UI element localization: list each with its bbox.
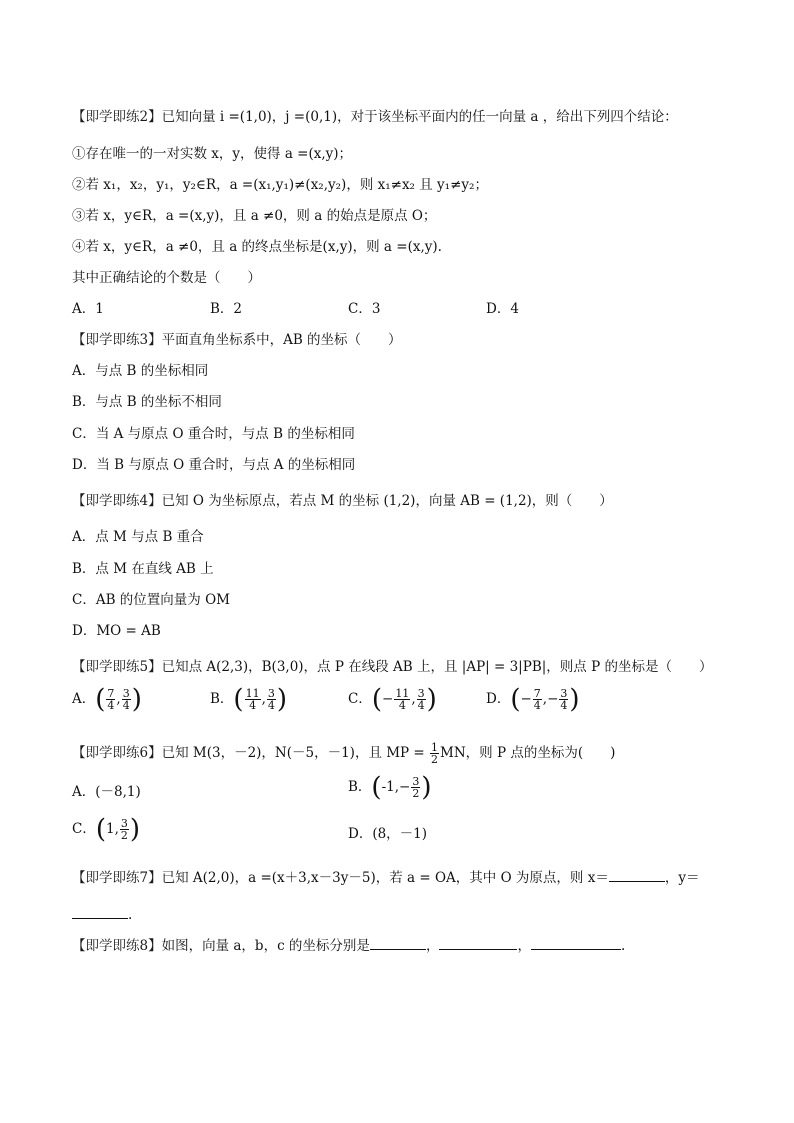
problem-8-end: . (620, 938, 626, 954)
vector-a-answer-blank[interactable] (370, 935, 426, 950)
problem-3-option-a[interactable]: A．与点 B 的坐标相同 (72, 363, 209, 379)
problem-6-stem-a: 已知 M(3，－2)，N(－5，－1)，且 MP = (161, 745, 430, 761)
problem-5-stem (72, 658, 712, 676)
problem-4-option-d[interactable]: D．MO = AB (72, 623, 161, 639)
vector-c-answer-blank[interactable] (531, 935, 621, 950)
separator: ， (517, 938, 531, 954)
problem-2-statement-3: ③若 x，y∈R，a =(x,y)，且 a ≠0，则 a 的始点是原点 O； (72, 208, 437, 224)
problem-2-option-d[interactable]: D．4 (486, 301, 519, 317)
problem-2-stem-text: 已知向量 i =(1,0)，j =(0,1)，对于该坐标平面内的任一向量 a ，给出下列四个结论： (161, 109, 678, 125)
x-answer-blank[interactable] (609, 867, 665, 882)
problem-5-option-a[interactable]: A．( $\frac{7}{4}$ , $\frac{3}{4}$ ) (72, 684, 142, 715)
problem-4-stem (72, 492, 613, 510)
vector-b-answer-blank[interactable] (439, 935, 517, 950)
problem-5-tag: 【即学即练5】 (72, 659, 162, 675)
problem-5-option-c[interactable]: C．(− $\frac{11}{4}$ , $\frac{3}{4}$ ) (348, 684, 437, 715)
option-label: C． (348, 691, 372, 707)
option-label: B． (210, 691, 234, 707)
problem-5-option-b[interactable]: B．( $\frac{11}{4}$ , $\frac{3}{4}$ ) (210, 684, 288, 715)
problem-3-stem-text: 平面直角坐标系中，AB 的坐标（ ） (161, 332, 402, 348)
problem-6-stem-b: MN，则 P 点的坐标为( ) (440, 745, 616, 761)
problem-6-option-d[interactable]: D．(8，－1) (348, 826, 428, 842)
problem-2-option-a[interactable]: A．1 (72, 301, 104, 317)
problem-4-option-c[interactable]: C．AB 的位置向量为 OM (72, 592, 230, 608)
separator: ， (425, 938, 440, 954)
option-label: B． (348, 779, 372, 795)
problem-6-tag: 【即学即练6】 (72, 745, 162, 761)
problem-2-statement-2: ②若 x₁，x₂，y₁，y₂∈R，a =(x₁,y₁)≠(x₂,y₂)，则 x₁≠x₂ 且 y₁≠y₂； (72, 177, 488, 193)
problem-7-tag: 【即学即练7】 (72, 870, 162, 886)
problem-6-option-c[interactable]: C．(1, $\frac{3}{2}$ ) (72, 814, 141, 845)
problem-7-end: . (128, 907, 133, 923)
problem-6-option-a[interactable]: A．(－8,1) (72, 784, 141, 800)
problem-4-tag: 【即学即练4】 (72, 493, 162, 509)
problem-6-stem: 【即学即练6】已知 M(3，－2)，N(－5，－1)，且 MP = $\frac{1}{2}$ MN，则 P 点的坐标为( ) (72, 741, 616, 766)
option-label: A． (72, 691, 96, 707)
problem-2-option-b[interactable]: B．2 (210, 301, 243, 317)
problem-7-stem (72, 867, 699, 887)
problem-2-statement-1: ①存在唯一的一对实数 x，y，使得 a =(x,y)； (72, 146, 353, 162)
problem-2-stem (72, 108, 678, 126)
problem-4-option-a[interactable]: A．点 M 与点 B 重合 (72, 529, 204, 545)
problem-6-option-b[interactable]: B．(-1,− $\frac{3}{2}$ ) (348, 772, 432, 803)
problem-4-option-b[interactable]: B．点 M 在直线 AB 上 (72, 561, 214, 577)
option-label: C． (72, 821, 96, 837)
problem-4-stem-text: 已知 O 为坐标原点，若点 M 的坐标 (1,2)，向量 AB = (1,2)，则（ ） (161, 493, 613, 509)
problem-5-stem-text: 已知点 A(2,3)，B(3,0)，点 P 在线段 AB 上，且 |AP| = 3|PB|，则点 P 的坐标是（ ） (161, 659, 713, 675)
problem-3-tag: 【即学即练3】 (72, 332, 162, 348)
problem-7-line-2 (72, 904, 132, 924)
problem-8-stem-text: 如图，向量 a，b，c 的坐标分别是 (161, 938, 370, 954)
problem-8-tag: 【即学即练8】 (72, 938, 162, 954)
problem-3-option-d[interactable]: D．当 B 与原点 O 重合时，与点 A 的坐标相同 (72, 457, 356, 473)
problem-7-stem-text: 已知 A(2,0)，a =(x＋3,x－3y－5)，若 a = OA，其中 O 为原点，则 x＝ (161, 870, 609, 886)
option-label: D． (486, 691, 511, 707)
problem-2-statement-4: ④若 x，y∈R，a ≠0，且 a 的终点坐标是(x,y)，则 a =(x,y). (72, 239, 442, 255)
problem-2-tag: 【即学即练2】 (72, 109, 162, 125)
problem-7-mid: ，y＝ (664, 870, 700, 886)
y-answer-blank[interactable] (72, 904, 128, 919)
problem-3-option-b[interactable]: B．与点 B 的坐标不相同 (72, 394, 222, 410)
problem-3-option-c[interactable]: C．当 A 与原点 O 重合时，与点 B 的坐标相同 (72, 426, 355, 442)
problem-3-stem (72, 331, 402, 349)
problem-2-option-c[interactable]: C．3 (348, 301, 381, 317)
problem-8-stem (72, 935, 625, 955)
problem-5-option-d[interactable]: D．(− $\frac{7}{4}$ ,− $\frac{3}{4}$ ) (486, 684, 580, 715)
problem-2-question: 其中正确结论的个数是（ ） (72, 270, 261, 286)
